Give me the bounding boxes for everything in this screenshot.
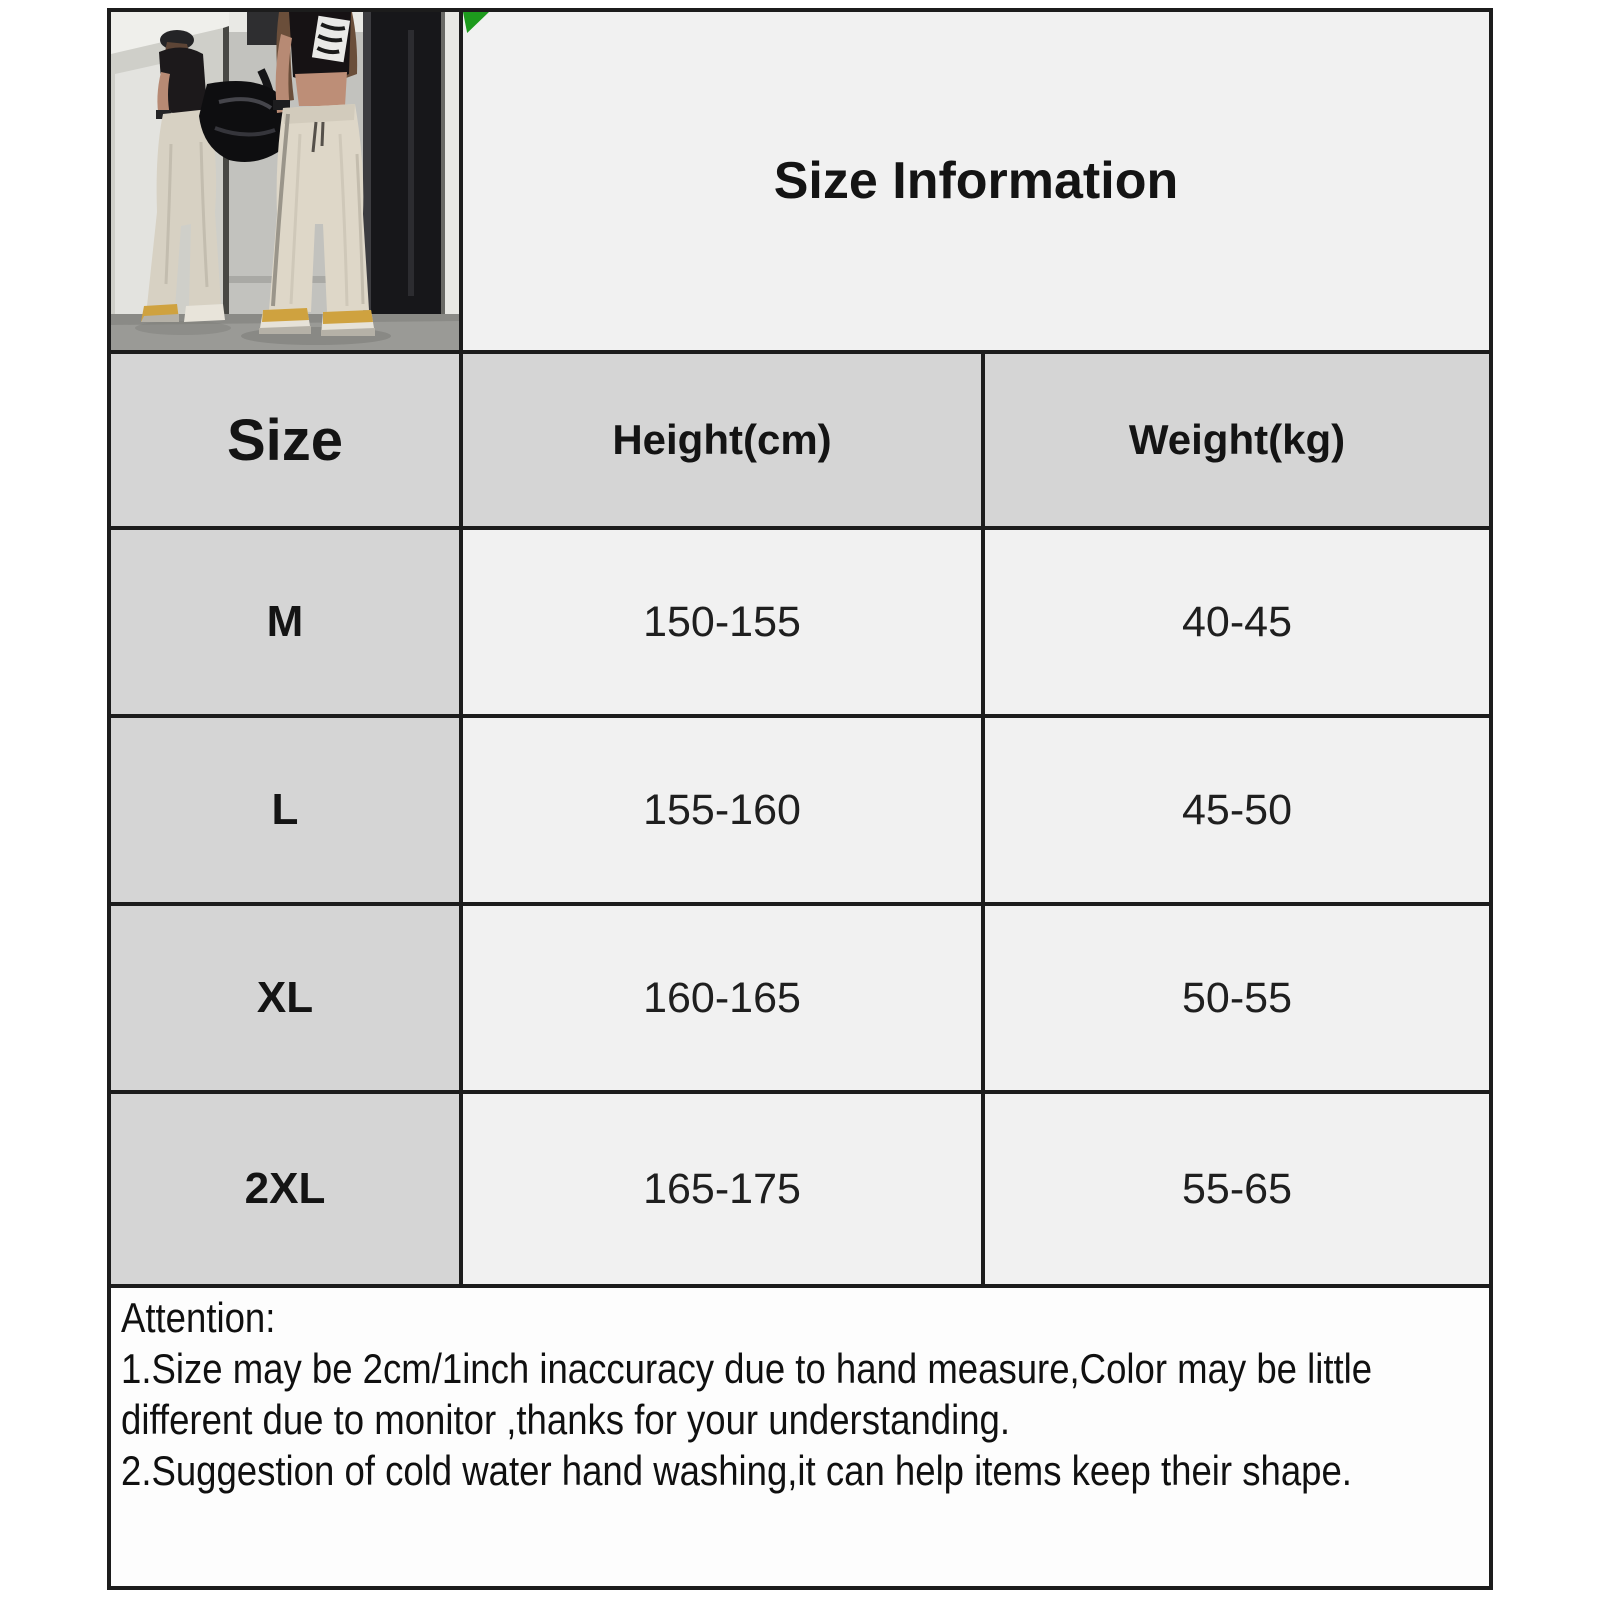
weight-value: 40-45 [1182, 597, 1292, 646]
weight-cell-l [985, 718, 1489, 902]
col-header-height [463, 354, 981, 526]
attention-heading: Attention: [121, 1294, 276, 1341]
height-value: 160-165 [643, 973, 801, 1022]
height-value: 150-155 [643, 597, 801, 646]
weight-value: 55-65 [1182, 1164, 1292, 1213]
attention-note-2: 2.Suggestion of cold water hand washing,it can help items keep their shape. [121, 1447, 1352, 1494]
col-header-height-label: Height(cm) [612, 416, 832, 463]
attention-note-1: 1.Size may be 2cm/1inch inaccuracy due to hand measure,Color may be little different due to monitor ,thanks for your understanding. [121, 1345, 1373, 1443]
weight-cell-2xl [985, 1094, 1489, 1284]
height-cell-l [463, 718, 981, 902]
height-cell-xl [463, 906, 981, 1090]
size-cell-xl [111, 906, 459, 1090]
weight-value: 45-50 [1182, 785, 1292, 834]
height-cell-m [463, 530, 981, 714]
height-value: 165-175 [643, 1164, 801, 1213]
col-header-weight-label: Weight(kg) [1128, 416, 1346, 463]
size-cell-m [111, 530, 459, 714]
size-value: 2XL [244, 1164, 326, 1213]
col-header-size [111, 354, 459, 526]
weight-cell-xl [985, 906, 1489, 1090]
weight-cell-m [985, 530, 1489, 714]
col-header-weight [985, 354, 1489, 526]
height-cell-2xl [463, 1094, 981, 1284]
height-value: 155-160 [643, 785, 801, 834]
attention-section [107, 1284, 1493, 1590]
size-cell-2xl [111, 1094, 459, 1284]
title-cell [463, 12, 1489, 350]
size-value: M [266, 597, 304, 646]
size-value: XL [256, 973, 314, 1022]
size-value: L [271, 785, 299, 834]
green-triangle-marker [463, 12, 489, 33]
product-photo [111, 12, 459, 350]
size-table [107, 8, 1493, 1288]
weight-value: 50-55 [1182, 973, 1292, 1022]
attention-text [121, 1292, 1480, 1496]
col-header-size-label: Size [226, 407, 344, 473]
size-cell-l [111, 718, 459, 902]
page-title: Size Information [773, 152, 1179, 210]
product-photo-image [111, 12, 459, 350]
